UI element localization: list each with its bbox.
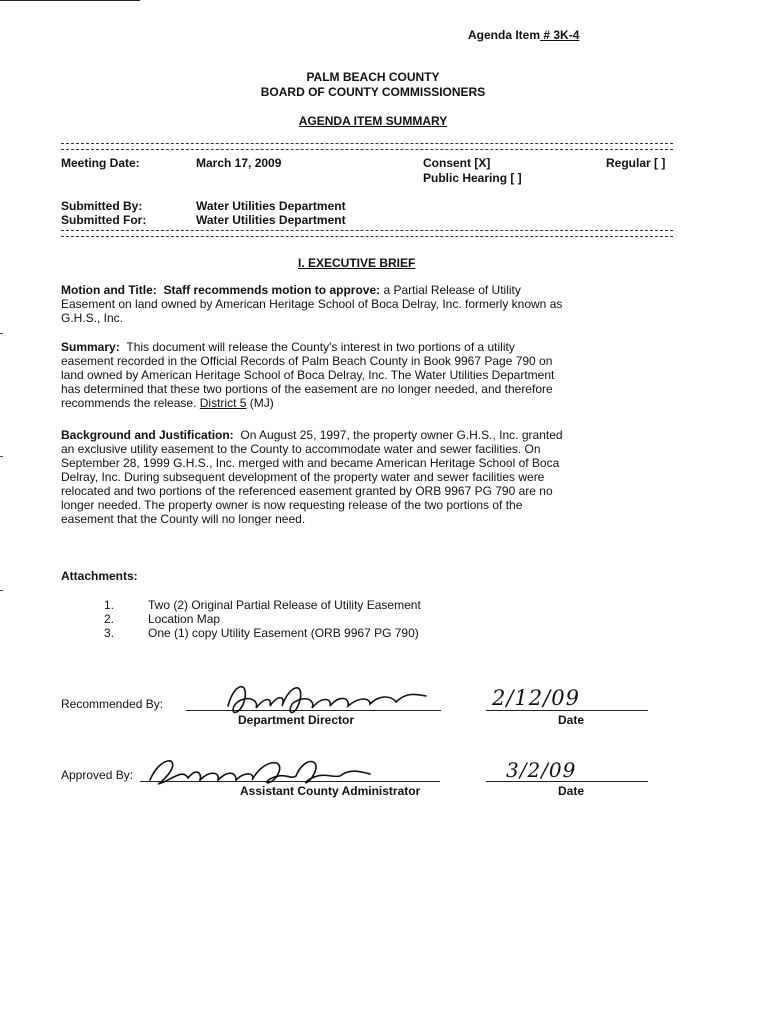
motion-line-1: [61, 283, 521, 297]
recommended-by-label: Recommended By:: [61, 697, 164, 711]
summary-line-3: land owned by American Heritage School of Boca Delray, Inc. The Water Utilities Department: [61, 368, 555, 382]
attachment-item-3: One (1) copy Utility Easement (ORB 9967 PG 790): [148, 626, 419, 640]
consent-checkbox: Consent [X]: [423, 156, 491, 170]
attachment-num-1: 1.: [104, 598, 115, 612]
approved-date-value: 3/2/09: [506, 758, 577, 782]
submitted-by-label: Submitted By:: [61, 199, 143, 213]
attachments-label: Attachments:: [61, 569, 138, 583]
approved-title: Assistant County Administrator: [240, 784, 421, 798]
submitted-by-value: Water Utilities Department: [196, 199, 346, 213]
motion-lead: Staff recommends motion to approve:: [163, 283, 381, 297]
page-title: AGENDA ITEM SUMMARY: [298, 114, 448, 128]
summary-line-2: easement recorded in the Official Records of Palm Beach County in Book 9967 Page 790 on: [61, 354, 553, 368]
recommended-title: Department Director: [238, 713, 355, 727]
initials: (MJ): [249, 396, 274, 410]
summary-line-4: has determined that these two portions of the easement are no longer needed, and therefore: [61, 382, 553, 396]
approved-date-label: Date: [558, 784, 585, 798]
background-line-7: easement that the County will no longer need.: [61, 512, 306, 526]
agenda-item-number: [468, 28, 579, 42]
summary-text-1: This document will release the County's interest in two portions of a utility: [126, 340, 515, 354]
background-line-6: longer needed. The property owner is now requesting release of the two portions of the: [61, 498, 523, 512]
background-line-2: an exclusive utility easement to the County to accommodate water and sewer facilities. On: [61, 442, 541, 456]
summary-line-1: [61, 340, 515, 354]
divider-rule-top: [61, 143, 673, 150]
motion-line-3: G.H.S., Inc.: [61, 311, 124, 325]
recommended-date-label: Date: [558, 713, 585, 727]
submitted-for-label: Submitted For:: [61, 213, 147, 227]
recommended-date-line: [486, 710, 648, 711]
attachment-num-3: 3.: [104, 626, 115, 640]
top-edge-line: [0, 0, 140, 1]
motion-text-1: a Partial Release of Utility: [380, 283, 521, 297]
background-line-3: September 28, 1999 G.H.S., Inc. merged with and became American Heritage School of Boca: [61, 456, 560, 470]
agenda-item-label: Agenda Item: [468, 28, 541, 42]
meeting-date-label: Meeting Date:: [61, 156, 140, 170]
public-hearing-checkbox: Public Hearing [ ]: [423, 171, 522, 185]
board-name: BOARD OF COUNTY COMMISSIONERS: [260, 85, 486, 99]
summary-line-5: [61, 396, 274, 410]
regular-checkbox: Regular [ ]: [606, 156, 666, 170]
district-reference: District 5: [199, 396, 247, 410]
background-line-4: Delray, Inc. During subsequent development of the property water and sewer facilities were: [61, 470, 545, 484]
attachment-item-2: Location Map: [148, 612, 221, 626]
margin-mark: [0, 456, 3, 457]
section-title-text: I. EXECUTIVE BRIEF: [298, 256, 416, 270]
summary-text-5: recommends the release.: [61, 396, 197, 410]
motion-line-2: Easement on land owned by American Heritage School of Boca Delray, Inc. formerly known as: [61, 297, 563, 311]
divider-rule-bottom: [61, 230, 673, 237]
motion-label: Motion and Title:: [61, 283, 157, 297]
meeting-date-value: March 17, 2009: [196, 156, 282, 170]
background-line-5: relocated and two portions of the referenced easement granted by ORB 9967 PG 790 are no: [61, 484, 553, 498]
attachment-item-1: Two (2) Original Partial Release of Utility Easement: [148, 598, 421, 612]
background-line-1: [61, 428, 563, 442]
submitted-for-value: Water Utilities Department: [196, 213, 346, 227]
county-name: PALM BEACH COUNTY: [306, 70, 440, 84]
margin-mark: [0, 333, 3, 334]
recommended-date-value: 2/12/09: [492, 686, 580, 710]
margin-mark: [0, 590, 3, 591]
background-text-1: On August 25, 1997, the property owner G.H.S., Inc. granted: [240, 428, 563, 442]
section-title: [298, 256, 415, 270]
attachment-num-2: 2.: [104, 612, 115, 626]
background-label: Background and Justification:: [61, 428, 234, 442]
agenda-item-value: # 3K-4: [543, 28, 580, 42]
summary-label: Summary:: [61, 340, 120, 354]
approved-by-label: Approved By:: [61, 768, 134, 782]
